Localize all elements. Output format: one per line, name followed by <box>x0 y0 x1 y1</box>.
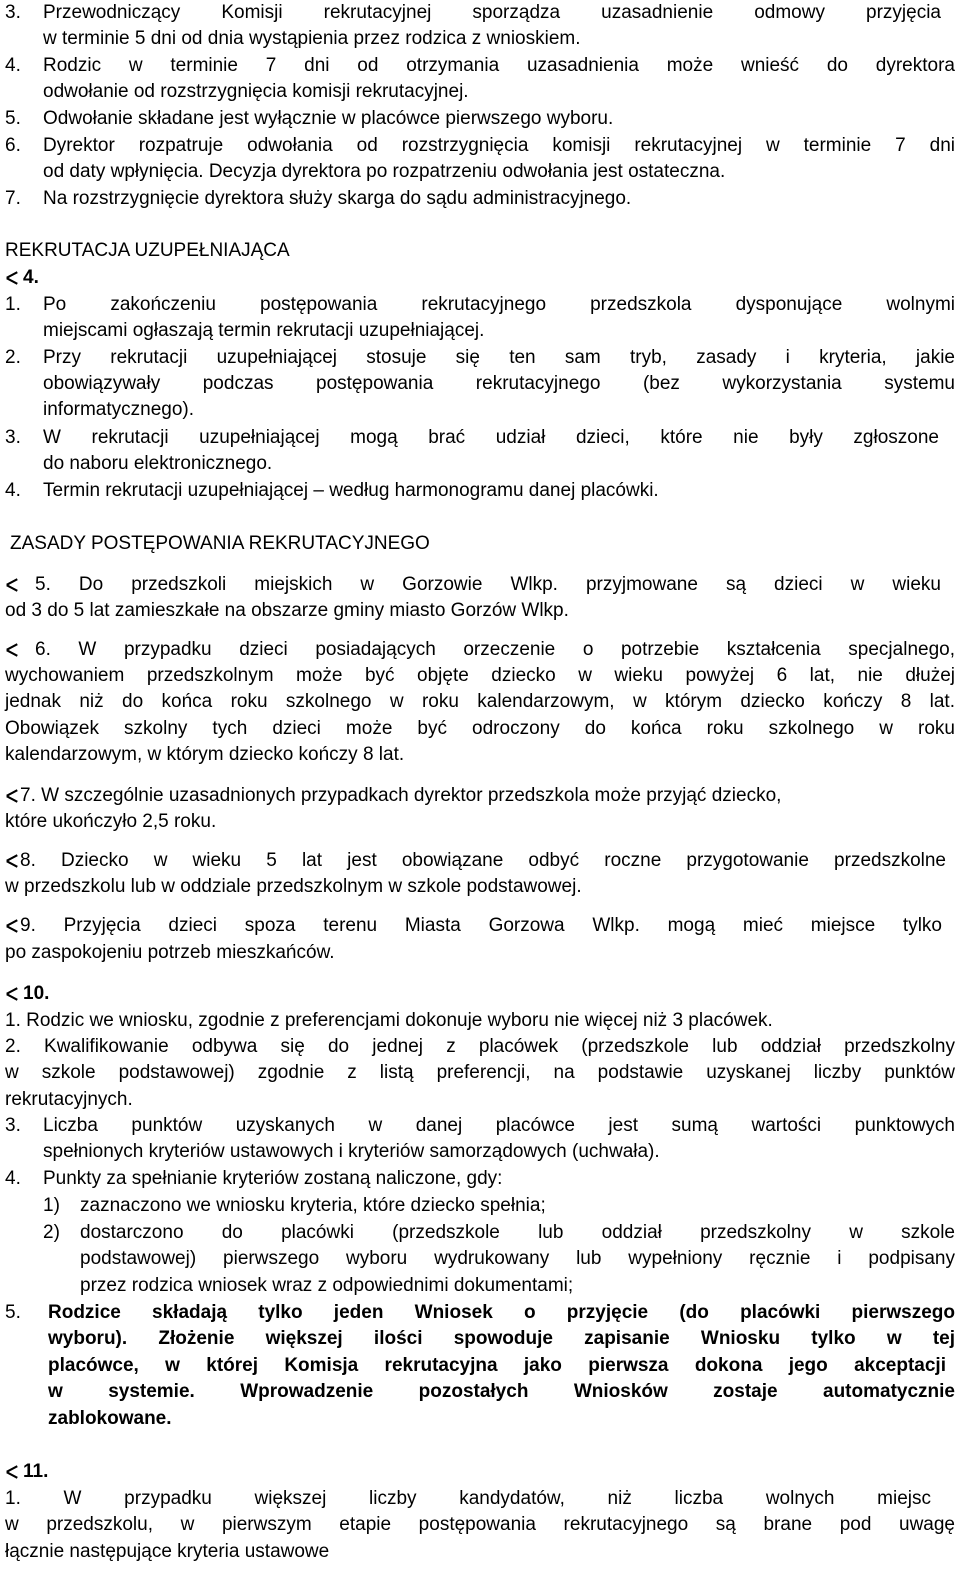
paragraph-line: W rekrutacji uzupełniającej mogą brać udział dzieci, które nie były zgłoszone <box>43 427 939 448</box>
paragraph-line: kalendarzowym, w którym dziecko kończy 8 lat. <box>5 744 405 765</box>
paragraph-line: placówce, w której Komisja rekrutacyjna jako pierwsza dokona jego akceptacji <box>48 1355 946 1376</box>
paragraph-line: w szkole podstawowej) zgodnie z listą preferencji, na podstawie uzyskanej liczby punktów <box>5 1062 955 1083</box>
paragraph-line: Dyrektor rozpatruje odwołania od rozstrzygnięcia komisji rekrutacyjnej w terminie 7 dni <box>43 135 955 156</box>
section-heading: REKRUTACJA UZUPEŁNIAJĄCA <box>5 240 290 261</box>
paragraph-line: informatycznego). <box>43 399 195 420</box>
list-number: 4. <box>5 55 21 76</box>
paragraph-line: odwołanie od rozstrzygnięcia komisji rekrutacyjnej. <box>43 81 469 102</box>
paragraph-line: wychowaniem przedszkolnym może być objęte dziecko w wieku powyżej 6 lat, nie dłużej <box>5 665 955 686</box>
bullet-arrow-icon <box>6 1461 18 1483</box>
list-number: 1. <box>5 294 21 315</box>
paragraph-line: obowiązywały podczas postępowania rekrutacyjnego (bez wykorzystania systemu <box>43 373 955 394</box>
bullet-arrow-icon <box>6 785 18 807</box>
list-number: 5. <box>5 1302 21 1323</box>
section-number: 10. <box>23 983 50 1004</box>
paragraph-line: 9. Przyjęcia dzieci spoza terenu Miasta Gorzowa Wlkp. mogą mieć miejsce tylko <box>20 915 942 936</box>
paragraph-line: Rodzice składają tylko jeden Wniosek o przyjęcie (do placówki pierwszego <box>48 1302 955 1323</box>
paragraph-line: które ukończyło 2,5 roku. <box>5 811 217 832</box>
paragraph-line: Odwołanie składane jest wyłącznie w placówce pierwszego wyboru. <box>43 108 614 129</box>
list-number: 2. <box>5 347 21 368</box>
paragraph-line: Liczba punktów uzyskanych w danej placówce jest sumą wartości punktowych <box>43 1115 955 1136</box>
bullet-arrow-icon <box>6 983 18 1005</box>
paragraph-line: do naboru elektronicznego. <box>43 453 273 474</box>
paragraph-line: Po zakończeniu postępowania rekrutacyjnego przedszkola dysponujące wolnymi <box>43 294 955 315</box>
paragraph-line: Przy rekrutacji uzupełniającej stosuje się ten sam tryb, zasady i kryteria, jakie <box>43 347 955 368</box>
paragraph-line: 2. Kwalifikowanie odbywa się do jednej z placówek (przedszkole lub oddział przedszkolny <box>5 1036 955 1057</box>
paragraph-line: 7. W szczególnie uzasadnionych przypadkach dyrektor przedszkola może przyjąć dziecko, <box>20 785 782 806</box>
list-number: 1) <box>43 1195 60 1216</box>
paragraph-line: 8. Dziecko w wieku 5 lat jest obowiązane odbyć roczne przygotowanie przedszkolne <box>20 850 946 871</box>
bullet-arrow-icon <box>6 850 18 872</box>
list-number: 3. <box>5 1115 21 1136</box>
paragraph-line: dostarczono do placówki (przedszkole lub oddział przedszkolny w szkole <box>80 1222 955 1243</box>
bullet-arrow-icon <box>6 639 18 661</box>
paragraph-line: Przewodniczący Komisji rekrutacyjnej sporządza uzasadnienie odmowy przyjęcia <box>43 2 941 23</box>
section-number: 4. <box>23 267 39 288</box>
section-heading: ZASADY POSTĘPOWANIA REKRUTACYJNEGO <box>10 533 430 554</box>
list-number: 5. <box>5 108 21 129</box>
section-number: 11. <box>23 1461 49 1482</box>
paragraph-line: Na rozstrzygnięcie dyrektora służy skarga do sądu administracyjnego. <box>43 188 632 209</box>
paragraph-line: po zaspokojeniu potrzeb mieszkańców. <box>5 942 335 963</box>
paragraph-line: od daty wpłynięcia. Decyzja dyrektora po rozpatrzeniu odwołania jest ostateczna. <box>43 161 726 182</box>
list-number: 2) <box>43 1222 60 1243</box>
bullet-arrow-icon <box>6 574 18 596</box>
paragraph-line: rekrutacyjnych. <box>5 1089 133 1110</box>
paragraph-line: 1. Rodzic we wniosku, zgodnie z preferencjami dokonuje wyboru nie więcej niż 3 placówek. <box>5 1010 773 1031</box>
paragraph-line: jednak niż do końca roku szkolnego w roku kalendarzowym, w którym dziecko kończy 8 lat. <box>5 691 955 712</box>
list-number: 4. <box>5 480 21 501</box>
paragraph-line: miejscami ogłaszają termin rekrutacji uzupełniającej. <box>43 320 485 341</box>
paragraph-line: w przedszkolu lub w oddziale przedszkolnym w szkole podstawowej. <box>5 876 582 897</box>
paragraph-line: zablokowane. <box>48 1408 172 1429</box>
paragraph-line: zaznaczono we wniosku kryteria, które dziecko spełnia; <box>80 1195 546 1216</box>
paragraph-line: Obowiązek szkolny tych dzieci może być odroczony do końca roku szkolnego w roku <box>5 718 955 739</box>
list-number: 6. <box>5 135 21 156</box>
paragraph-line: spełnionych kryteriów ustawowych i kryteriów samorządowych (uchwała). <box>43 1141 660 1162</box>
list-number: 3. <box>5 2 21 23</box>
list-number: 4. <box>5 1168 21 1189</box>
bullet-arrow-icon <box>6 267 18 289</box>
paragraph-line: Rodzic w terminie 7 dni od otrzymania uzasadnienia może wnieść do dyrektora <box>43 55 955 76</box>
paragraph-line: łącznie następujące kryteria ustawowe <box>5 1541 330 1562</box>
list-number: 7. <box>5 188 21 209</box>
paragraph-line: 5. Do przedszkoli miejskich w Gorzowie Wlkp. przyjmowane są dzieci w wieku <box>35 574 941 595</box>
paragraph-line: w terminie 5 dni od dnia wystąpienia przez rodzica z wnioskiem. <box>43 28 581 49</box>
list-number: 3. <box>5 427 21 448</box>
paragraph-line: podstawowej) pierwszego wyboru wydrukowany lub wypełniony ręcznie i podpisany <box>80 1248 955 1269</box>
paragraph-line: 6. W przypadku dzieci posiadających orzeczenie o potrzebie kształcenia specjalnego, <box>35 639 955 660</box>
paragraph-line: przez rodzica wniosek wraz z odpowiednimi dokumentami; <box>80 1275 574 1296</box>
paragraph-line: 1. W przypadku większej liczby kandydatów, niż liczba wolnych miejsc <box>5 1488 931 1509</box>
paragraph-line: wyboru). Złożenie większej ilości spowoduje zapisanie Wniosku tylko w tej <box>48 1328 955 1349</box>
bullet-arrow-icon <box>6 915 18 937</box>
paragraph-line: od 3 do 5 lat zamieszkałe na obszarze gminy miasto Gorzów Wlkp. <box>5 600 569 621</box>
paragraph-line: Termin rekrutacji uzupełniającej – według harmonogramu danej placówki. <box>43 480 659 501</box>
paragraph-line: w systemie. Wprowadzenie pozostałych Wniosków zostaje automatycznie <box>48 1381 955 1402</box>
paragraph-line: Punkty za spełnianie kryteriów zostaną naliczone, gdy: <box>43 1168 503 1189</box>
paragraph-line: w przedszkolu, w pierwszym etapie postępowania rekrutacyjnego są brane pod uwagę <box>5 1514 955 1535</box>
